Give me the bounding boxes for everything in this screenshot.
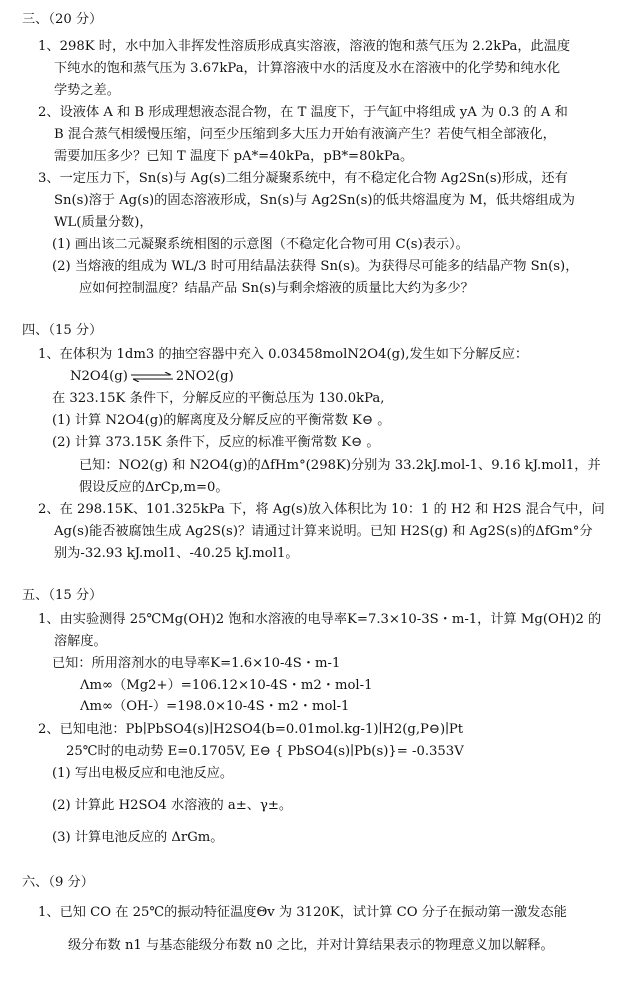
s4-q2-line3: 别为-32.93 kJ.mol1、-40.25 kJ.mol1。 [54, 546, 299, 561]
section-3-heading: 三、（20 分） [22, 12, 103, 27]
s3-q3-line1: 3、一定压力下，Sn(s)与 Ag(s)二组分凝聚系统中，有不稳定化合物 Ag2Sn(s)形成，还有 [38, 171, 568, 186]
section-4-heading: 四、（15 分） [22, 323, 103, 338]
s4-q2-line2: Ag(s)能否被腐蚀生成 Ag2S(s)？请通过计算来说明。已知 H2S(g) 和 Ag2S(s)的ΔfGm°分 [54, 524, 593, 539]
s5-formula-mg: Λm∞（Mg2+）=106.12×10-4S・m2・mol-1 [80, 678, 373, 693]
s4-q1-intro: 1、在体积为 1dm3 的抽空容器中充入 0.03458molN2O4(g),发生如下分解反应： [38, 347, 529, 362]
s3-q1-line1: 1、298K 时，水中加入非挥发性溶质形成真实溶液，溶液的饱和蒸气压为 2.2kPa，此温度 [38, 39, 571, 54]
s5-q2-sub3: (3) 计算电池反应的 ΔrGm。 [52, 830, 224, 845]
s5-formula-oh: Λm∞（OH-）=198.0×10-4S・m2・mol-1 [80, 699, 350, 714]
equilibrium-arrow-icon [130, 372, 174, 382]
s4-q2-line1: 2、在 298.15K、101.325kPa 下，将 Ag(s)放入体积比为 10：1 的 H2 和 H2S 混合气中，问 [38, 502, 605, 517]
s3-q1-line3: 学势之差。 [54, 83, 120, 98]
reaction-reactant: N2O4(g) [70, 369, 128, 384]
s5-given: 已知：所用溶剂水的电导率Κ=1.6×10-4S・m-1 [52, 656, 341, 671]
s4-given-line1: 已知：NO2(g) 和 N2O4(g)的ΔfHm°(298K)分别为 33.2kJ.mol-1、9.16 kJ.mol1，并 [79, 458, 601, 473]
s3-q3-sub2-line2: 应如何控制温度？结晶产品 Sn(s)与剩余熔液的质量比大约为多少？ [79, 281, 474, 296]
s4-given-line2: 假设反应的ΔrCp,m=0。 [79, 480, 229, 495]
s5-q2-sub1: (1) 写出电极反应和电池反应。 [52, 766, 234, 781]
section-5-heading: 五、（15 分） [22, 588, 103, 603]
s5-q2-emf: 25℃时的电动势 E=0.1705V, E⊖ { PbSO4(s)∣Pb(s)}= -0.353V [66, 744, 464, 759]
s5-q1-line2: 溶解度。 [54, 634, 107, 649]
s3-q2-line3: 需要加压多少？已知 T 温度下 pA*=40kPa，pB*=80kPa。 [54, 149, 414, 164]
s5-q2-sub2: (2) 计算此 H2SO4 水溶液的 a±、γ±。 [52, 798, 293, 813]
s4-q1-sub2: (2) 计算 373.15K 条件下，反应的标准平衡常数 K⊖ 。 [52, 435, 380, 450]
s4-q1-sub1: (1) 计算 N2O4(g)的解离度及分解反应的平衡常数 K⊖ 。 [52, 413, 391, 428]
s4-q1-condition: 在 323.15K 条件下，分解反应的平衡总压为 130.0kPa, [52, 391, 385, 406]
s5-q2-cell: 2、已知电池：Pb∣PbSO4(s)∣H2SO4(b=0.01mol.kg-1)∣H2(g,P⊖)∣Pt [38, 722, 464, 737]
s3-q3-line3: WL(质量分数)， [54, 215, 153, 230]
s3-q2-line2: B 混合蒸气相缓慢压缩，问至少压缩到多大压力开始有液滴产生？若使气相全部液化， [54, 127, 556, 142]
section-6-heading: 六、（9 分） [22, 875, 94, 890]
s4-reaction [70, 370, 234, 383]
s3-q2-line1: 2、设液体 A 和 B 形成理想液态混合物，在 T 温度下，于气缸中将组成 yA 为 0.3 的 A 和 [38, 105, 568, 120]
reaction-product: 2NO2(g) [175, 369, 234, 384]
s3-q3-sub1: (1) 画出该二元凝聚系统相图的示意图（不稳定化合物可用 C(s)表示）。 [52, 237, 469, 252]
s6-q1-line2: 级分布数 n1 与基态能级分布数 n0 之比，并对计算结果表示的物理意义加以解释。 [68, 938, 554, 953]
s3-q1-line2: 下纯水的饱和蒸气压为 3.67kPa，计算溶液中水的活度及水在溶液中的化学势和纯水化 [54, 61, 561, 76]
s3-q3-sub2-line1: (2) 当熔液的组成为 WL/3 时可用结晶法获得 Sn(s)。为获得尽可能多的结晶产物 Sn(s)， [52, 259, 579, 274]
s5-q1-line1: 1、由实验测得 25℃Mg(OH)2 饱和水溶液的电导率Κ=7.3×10-3S・m-1，计算 Mg(OH)2 的 [38, 612, 602, 627]
s6-q1-line1: 1、已知 CO 在 25℃的振动特征温度Θv 为 3120K，试计算 CO 分子在振动第一激发态能 [38, 905, 567, 920]
s3-q3-line2: Sn(s)溶于 Ag(s)的固态溶液形成，Sn(s)与 Ag2Sn(s)的低共熔温度为 M，低共熔组成为 [54, 193, 575, 208]
